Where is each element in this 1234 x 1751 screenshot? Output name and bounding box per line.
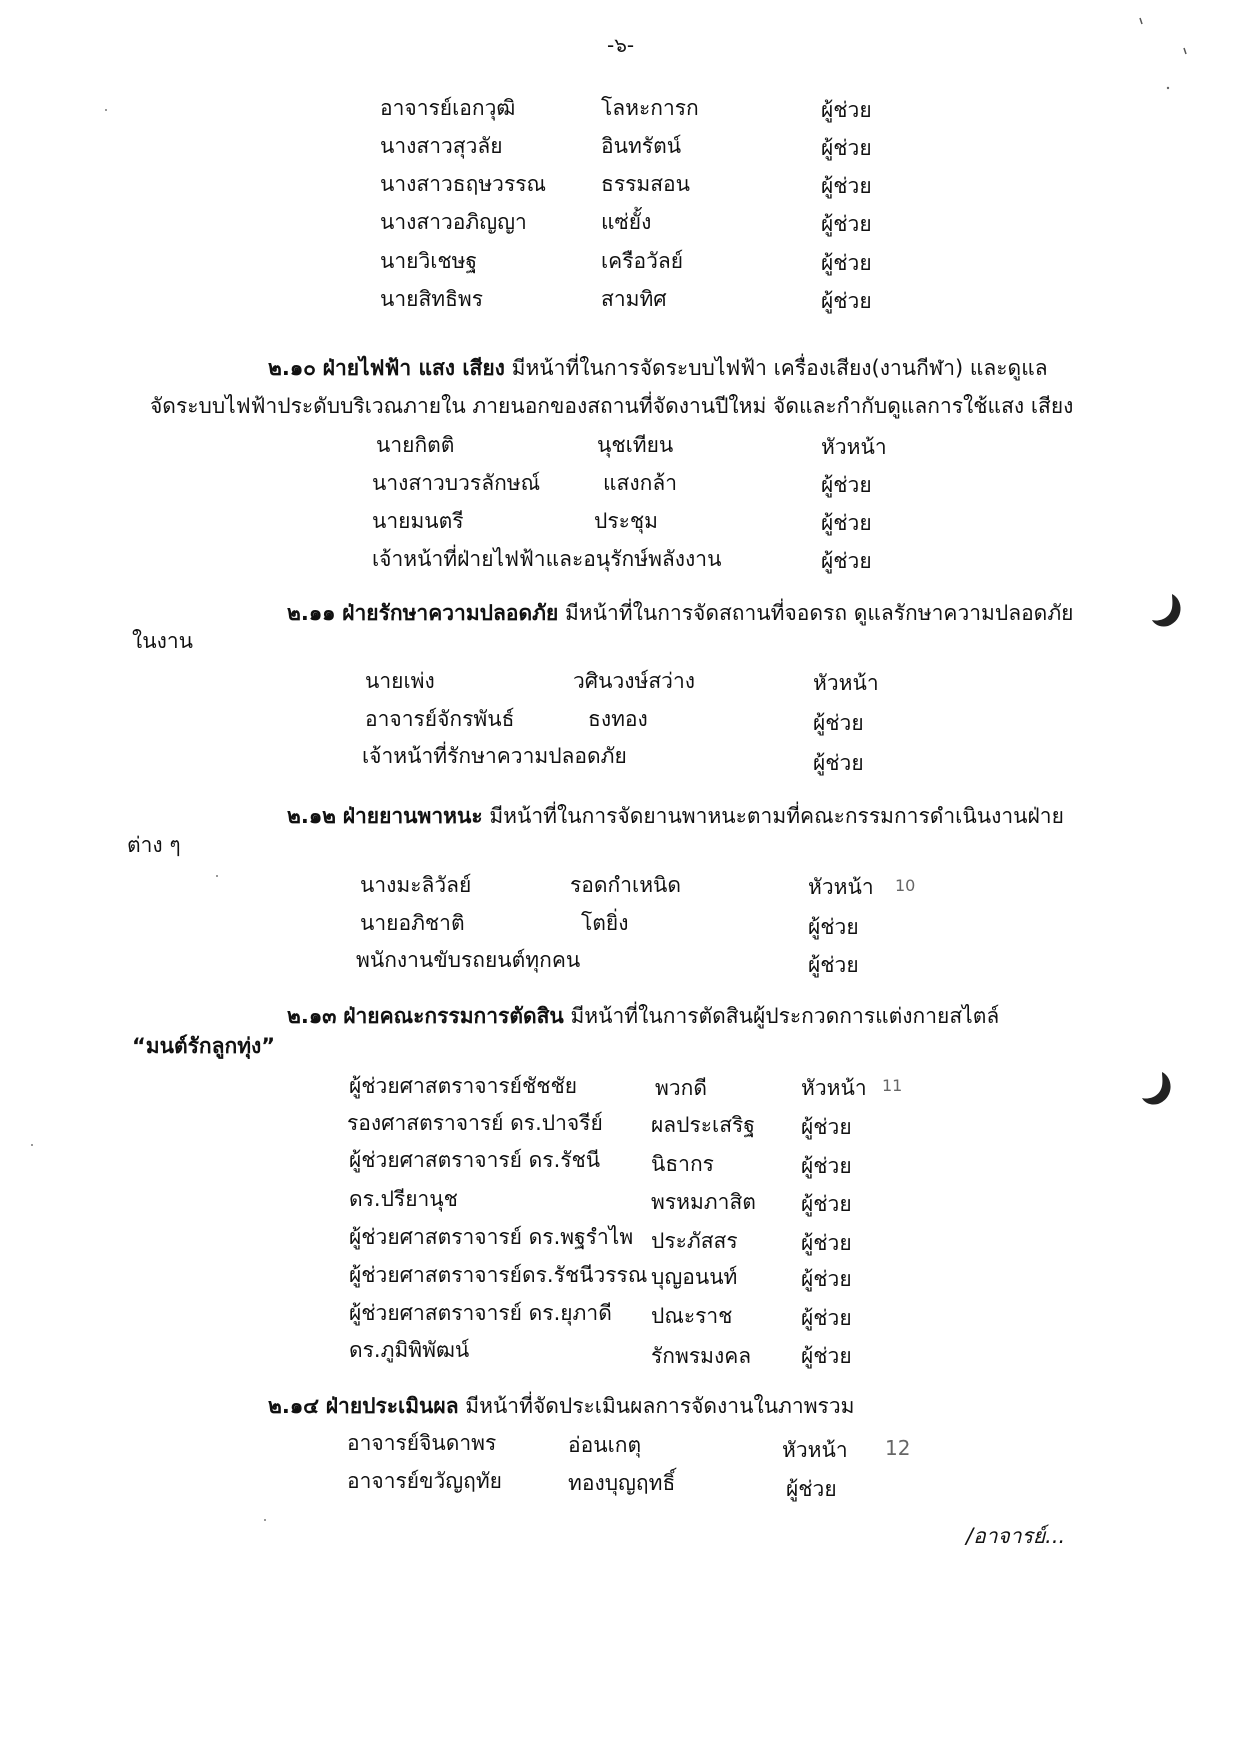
member-surname: แซ่ยั้ง — [601, 210, 652, 234]
member-surname: แสงกล้า — [603, 471, 677, 495]
member-role: ผู้ช่วย — [821, 212, 872, 236]
member-surname: นุชเทียน — [597, 433, 674, 457]
member-role: หัวหน้า — [782, 1438, 848, 1462]
member-role: ผู้ช่วย — [821, 98, 872, 122]
section-title: ฝ่ายรักษาความปลอดภัย — [342, 601, 559, 625]
member-name: ผู้ช่วยศาสตราจารย์ ดร.ยุภาดี — [349, 1301, 612, 1325]
member-surname: พรหมภาสิต — [651, 1190, 756, 1214]
member-role: ผู้ช่วย — [821, 473, 872, 497]
member-role: หัวหน้า — [801, 1076, 867, 1100]
section-description: มีหน้าที่ในการจัดยานพาหนะตามที่คณะกรรมการดำเนินงานฝ่าย — [489, 804, 1064, 828]
member-surname: ประภัสสร — [651, 1229, 738, 1253]
member-surname: นิธากร — [651, 1152, 714, 1176]
member-name: ดร.ปรียานุช — [349, 1187, 458, 1211]
member-surname: วศินวงษ์สว่าง — [573, 669, 696, 693]
member-surname: ผลประเสริฐ — [651, 1113, 755, 1137]
section-number: ๒.๑๓ — [287, 1004, 337, 1028]
member-name: นางสาวสุวลัย — [380, 134, 503, 158]
member-name: นายวิเชษฐ — [380, 249, 478, 273]
section-number: ๒.๑๐ — [268, 356, 316, 380]
member-name: นายอภิชาติ — [360, 911, 465, 935]
section-description: มีหน้าที่ในการจัดระบบไฟฟ้า เครื่องเสียง(งานกีฬา) และดูแล — [511, 356, 1048, 380]
member-name: อาจารย์เอกวุฒิ — [380, 96, 516, 120]
member-role: ผู้ช่วย — [786, 1477, 837, 1501]
member-name: รองศาสตราจารย์ ดร.ปาจรีย์ — [347, 1111, 603, 1135]
section-title: ฝ่ายคณะกรรมการตัดสิน — [343, 1004, 564, 1028]
member-surname: สามทิศ — [601, 287, 667, 311]
member-role: ผู้ช่วย — [808, 915, 859, 939]
member-surname: อินทรัตน์ — [601, 134, 682, 158]
section-description-cont: ในงาน — [132, 629, 194, 653]
member-surname: รักพรมงคล — [651, 1344, 752, 1368]
section-number: ๒.๑๔ — [268, 1394, 320, 1418]
section-description-cont: จัดระบบไฟฟ้าประดับบริเวณภายใน ภายนอกของสถานที่จัดงานปีใหม่ จัดและกำกับดูแลการใช้แสง เสียง — [150, 394, 1074, 418]
member-name: ผู้ช่วยศาสตราจารย์ ดร.รัชนี — [349, 1148, 601, 1172]
member-role: หัวหน้า — [813, 671, 879, 695]
member-surname: ปณะราช — [651, 1304, 733, 1328]
member-role: ผู้ช่วย — [821, 136, 872, 160]
member-name: นางมะลิวัลย์ — [360, 873, 472, 897]
member-name: นายเพ่ง — [365, 669, 435, 693]
member-surname: โตยิ่ง — [581, 911, 629, 935]
member-name: ผู้ช่วยศาสตราจารย์ดร.รัชนีวรรณ — [349, 1263, 648, 1287]
member-name: นายสิทธิพร — [380, 287, 484, 311]
member-role: ผู้ช่วย — [801, 1344, 852, 1368]
member-role: ผู้ช่วย — [813, 751, 864, 775]
continued-marker: /อาจารย์... — [966, 1524, 1066, 1548]
section-description-cont: ต่าง ๆ — [127, 833, 181, 857]
member-role: ผู้ช่วย — [801, 1154, 852, 1178]
contest-theme: “มนต์รักลูกทุ่ง” — [132, 1034, 276, 1058]
handwritten-mark: 10 — [895, 876, 916, 895]
member-surname: พวกดี — [655, 1076, 707, 1100]
member-name: เจ้าหน้าที่ฝ่ายไฟฟ้าและอนุรักษ์พลังงาน — [372, 547, 722, 571]
member-role: ผู้ช่วย — [801, 1267, 852, 1291]
member-name: พนักงานขับรถยนต์ทุกคน — [356, 948, 581, 972]
member-role: ผู้ช่วย — [821, 511, 872, 535]
section-number: ๒.๑๒ — [287, 804, 336, 828]
section-number: ๒.๑๑ — [287, 601, 336, 625]
member-role: ผู้ช่วย — [821, 251, 872, 275]
member-role: ผู้ช่วย — [801, 1306, 852, 1330]
section-description: มีหน้าที่ในการจัดสถานที่จอดรถ ดูแลรักษาความปลอดภัย — [564, 601, 1074, 625]
member-surname: บุญอนนท์ — [651, 1265, 738, 1289]
section-description: มีหน้าที่จัดประเมินผลการจัดงานในภาพรวม — [465, 1394, 855, 1418]
section-title: ฝ่ายยานพาหนะ — [342, 804, 483, 828]
section-description: มีหน้าที่ในการตัดสินผู้ประกวดการแต่งกายสไตล์ — [570, 1004, 1000, 1028]
member-name: นายกิตติ — [376, 433, 455, 457]
member-name: ผู้ช่วยศาสตราจารย์ ดร.พฐรำไพ — [349, 1225, 634, 1249]
handwritten-mark: 12 — [885, 1436, 911, 1460]
member-role: ผู้ช่วย — [821, 289, 872, 313]
member-surname: อ่อนเกตุ — [568, 1433, 642, 1457]
section-title: ฝ่ายประเมินผล — [325, 1394, 459, 1418]
member-role: ผู้ช่วย — [821, 174, 872, 198]
member-name: นางสาวบวรลักษณ์ — [372, 471, 541, 495]
member-name: ผู้ช่วยศาสตราจารย์ชัชชัย — [349, 1074, 578, 1098]
member-role: ผู้ช่วย — [813, 711, 864, 735]
member-role: ผู้ช่วย — [808, 953, 859, 977]
member-surname: ประชุม — [594, 509, 658, 533]
member-name: ดร.ภูมิพิพัฒน์ — [349, 1338, 470, 1362]
member-role: ผู้ช่วย — [801, 1192, 852, 1216]
member-role: หัวหน้า — [821, 435, 887, 459]
member-name: อาจารย์จินดาพร — [347, 1431, 497, 1455]
member-name: เจ้าหน้าที่รักษาความปลอดภัย — [362, 744, 627, 768]
member-surname: รอดกำเหนิด — [570, 873, 682, 897]
member-name: อาจารย์ขวัญฤทัย — [347, 1469, 502, 1493]
member-name: นางสาวอภิญญา — [380, 210, 527, 234]
section-title: ฝ่ายไฟฟ้า แสง เสียง — [322, 356, 505, 380]
member-name: นางสาวธฤษวรรณ — [380, 172, 547, 196]
member-surname: ธงทอง — [588, 707, 648, 731]
member-surname: โลหะการก — [601, 96, 699, 120]
member-name: นายมนตรี — [372, 509, 464, 533]
member-role: ผู้ช่วย — [801, 1115, 852, 1139]
member-role: หัวหน้า — [808, 875, 874, 899]
member-surname: ธรรมสอน — [601, 172, 691, 196]
handwritten-mark: 11 — [882, 1076, 903, 1095]
member-role: ผู้ช่วย — [801, 1231, 852, 1255]
member-role: ผู้ช่วย — [821, 549, 872, 573]
member-name: อาจารย์จักรพันธ์ — [365, 707, 515, 731]
page-number: -๖- — [607, 33, 635, 57]
member-surname: ทองบุญฤทธิ์ — [568, 1471, 676, 1495]
member-surname: เครือวัลย์ — [601, 249, 684, 273]
